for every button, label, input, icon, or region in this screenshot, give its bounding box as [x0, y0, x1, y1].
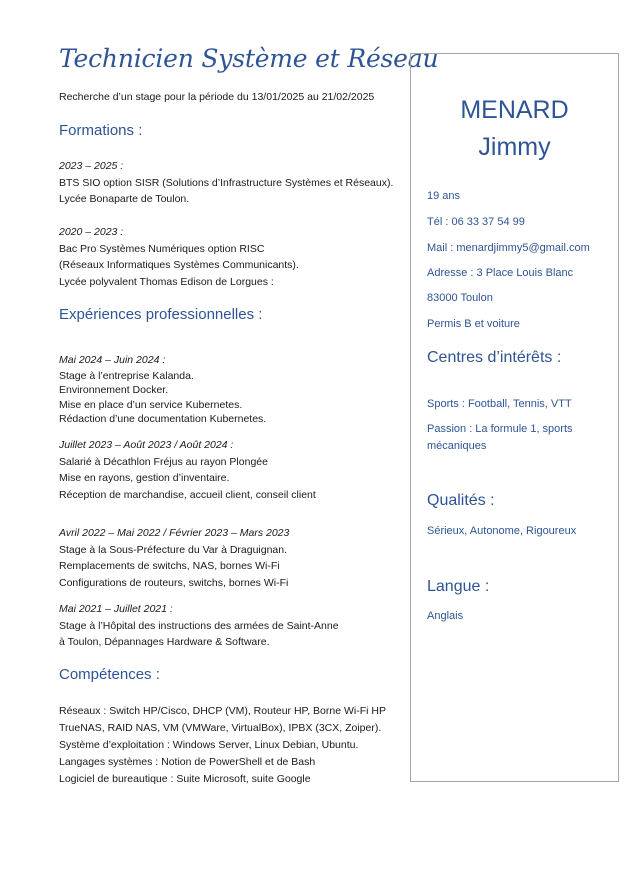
entry-line: Bac Pro Systèmes Numériques option RISC [59, 242, 265, 255]
entry-line: Lycée Bonaparte de Toulon. [59, 193, 190, 205]
interests-heading: Centres d’intérêts : [427, 349, 562, 366]
skills-list [59, 703, 386, 788]
last-name: MENARD [460, 96, 569, 124]
formation-entry-bts [59, 158, 393, 208]
formations-heading: Formations : [59, 122, 143, 139]
experience-entry-sous-prefecture [59, 525, 289, 591]
age: 19 ans [427, 190, 461, 202]
city: 83000 Toulon [427, 292, 493, 304]
entry-date: 2020 – 2023 : [59, 226, 124, 238]
entry-line: Stage à la Sous-Préfecture du Var à Draguignan. [59, 543, 288, 556]
page-title: Technicien Système et Réseau [59, 44, 439, 73]
skill-line: Langages systèmes : Notion de PowerShell et de Bash [59, 756, 316, 768]
skill-line: Réseaux : Switch HP/Cisco, DHCP (VM), Routeur HP, Borne Wi-Fi HP [59, 705, 386, 717]
entry-line: Salarié à Décathlon Fréjus au rayon Plongée [59, 455, 268, 468]
entry-line: (Réseaux Informatiques Systèmes Communicants). [59, 259, 299, 271]
experience-entry-decathlon [59, 437, 316, 503]
driving-license: Permis B et voiture [427, 318, 520, 330]
entry-line: Stage à l’Hôpital des instructions des armées de Saint-Anne [59, 619, 339, 632]
experiences-heading: Expériences professionnelles : [59, 306, 263, 323]
address: Adresse : 3 Place Louis Blanc [427, 267, 574, 279]
entry-line: Environnement Docker. [59, 384, 169, 396]
entry-line: à Toulon, Dépannages Hardware & Software. [59, 636, 270, 648]
entry-line: Mise en place d’un service Kubernetes. [59, 398, 243, 411]
entry-line: Stage à l’entreprise Kalanda. [59, 369, 194, 382]
entry-date: Juillet 2023 – Août 2023 / Août 2024 : [59, 439, 234, 451]
entry-line: Lycée polyvalent Thomas Edison de Lorgues : [59, 275, 274, 288]
experience-entry-kalanda [59, 352, 266, 427]
phone: Tél : 06 33 37 54 99 [427, 216, 525, 228]
entry-line: Rédaction d’une documentation Kubernetes. [59, 413, 267, 425]
entry-date: Avril 2022 – Mai 2022 / Février 2023 – Mars 2023 [59, 527, 290, 539]
entry-line: Réception de marchandise, accueil client, conseil client [59, 488, 316, 501]
skill-line: Système d’exploitation : Windows Server, Linux Debian, Ubuntu. [59, 739, 359, 751]
entry-date: Mai 2024 – Juin 2024 : [59, 354, 166, 366]
language: Anglais [427, 610, 464, 622]
experience-entry-hopital [59, 601, 339, 651]
qualities-heading: Qualités : [427, 492, 495, 509]
qualities: Sérieux, Autonome, Rigoureux [427, 525, 577, 537]
email: Mail : menardjimmy5@gmail.com [427, 242, 590, 254]
entry-date: Mai 2021 – Juillet 2021 : [59, 603, 173, 615]
skill-line: TrueNAS, RAID NAS, VM (VMWare, VirtualBox), IPBX (3CX, Zoiper). [59, 722, 382, 734]
passion: Passion : La formule 1, sports mécaniques [427, 423, 573, 452]
first-name: Jimmy [478, 133, 551, 161]
sports: Sports : Football, Tennis, VTT [427, 398, 572, 410]
language-heading: Langue : [427, 578, 490, 595]
entry-line: BTS SIO option SISR (Solutions d’Infrastructure Systèmes et Réseaux). [59, 176, 394, 189]
entry-line: Configurations de routeurs, switchs, bornes Wi-Fi [59, 576, 289, 589]
contact-sidebar [410, 53, 619, 782]
internship-period: Recherche d’un stage pour la période du 13/01/2025 au 21/02/2025 [59, 91, 375, 103]
formation-entry-bacpro [59, 224, 299, 290]
skill-line: Logiciel de bureautique : Suite Microsoft, suite Google [59, 773, 311, 785]
entry-line: Mise en rayons, gestion d’inventaire. [59, 472, 230, 484]
entry-line: Remplacements de switchs, NAS, bornes Wi-Fi [59, 560, 280, 572]
competences-heading: Compétences : [59, 666, 160, 683]
entry-date: 2023 – 2025 : [59, 160, 124, 172]
